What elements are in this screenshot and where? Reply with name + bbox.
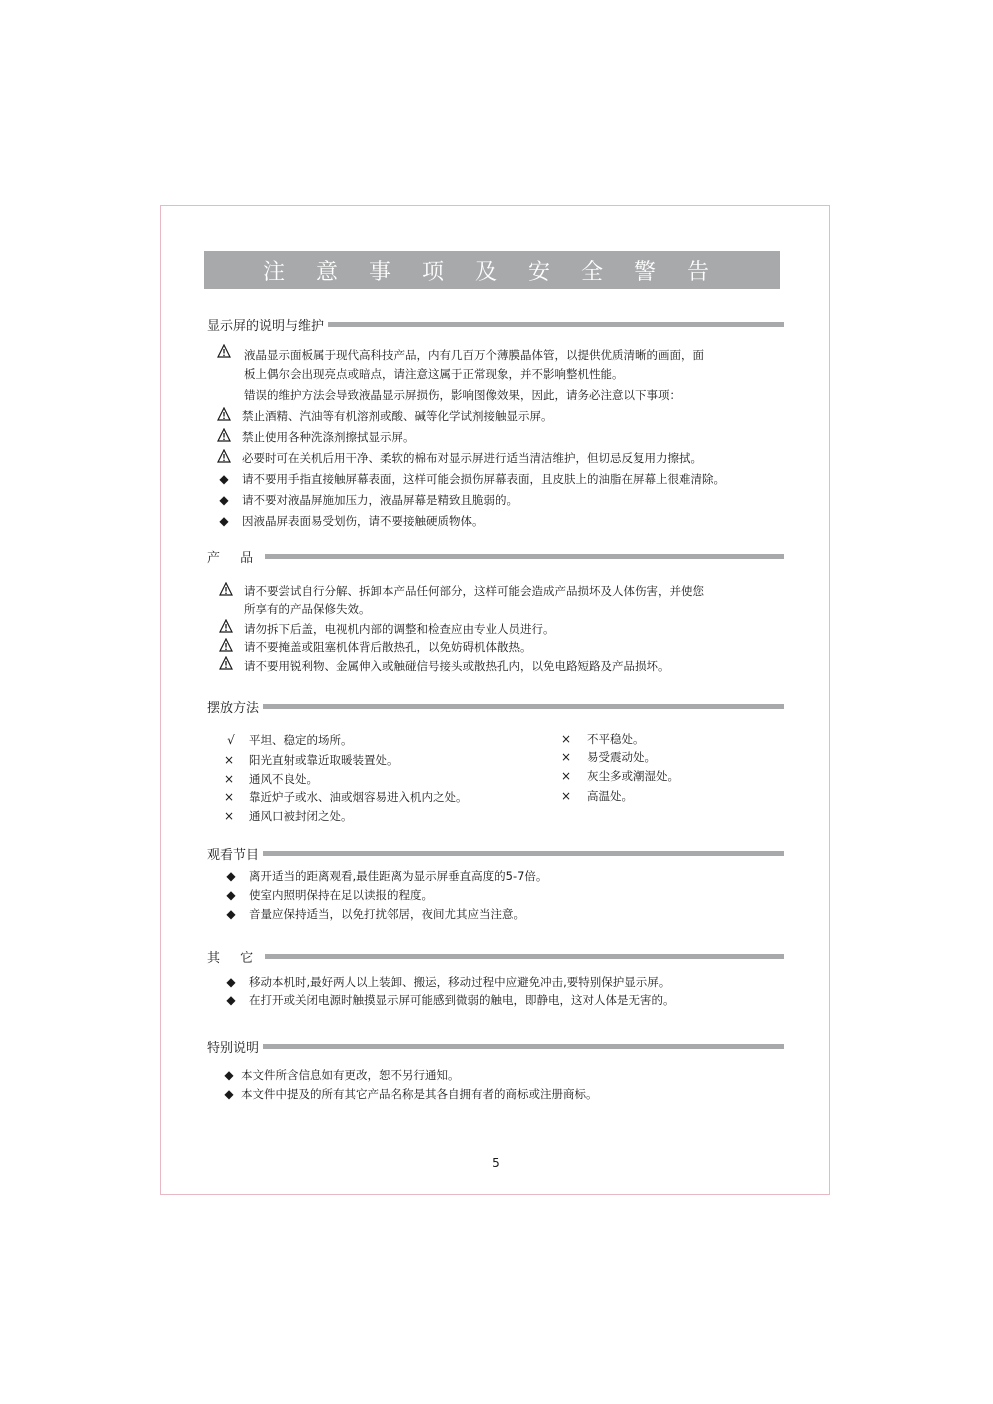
list-item: 易受震动处。	[587, 750, 656, 764]
list-item: 请不要对液晶屏施加压力，液晶屏幕是精致且脆弱的。	[242, 493, 518, 507]
list-item: 移动本机时,最好两人以上装卸、搬运，移动过程中应避免冲击,要特别保护显示屏。	[249, 975, 671, 989]
list-item: 本文件中提及的所有其它产品名称是其各自拥有者的商标或注册商标。	[241, 1087, 598, 1101]
list-item: 请不要尝试自行分解、拆卸本产品任何部分，这样可能会造成产品损坏及人体伤害，并使您	[244, 584, 704, 598]
cross-icon: ×	[560, 750, 572, 764]
warning-icon	[219, 582, 233, 602]
section-heading-label: 其 它	[207, 950, 262, 966]
section-heading-label: 显示屏的说明与维护	[207, 318, 325, 334]
section-rule	[265, 554, 784, 559]
bullet-diamond-icon: ◆	[226, 975, 236, 989]
cross-icon: ×	[223, 790, 235, 804]
bullet-diamond-icon: ◆	[226, 907, 236, 921]
section-rule	[263, 1044, 784, 1049]
warning-icon	[219, 638, 233, 658]
list-item: 请不要用手指直接触屏幕表面，这样可能会损伤屏幕表面，且皮肤上的油脂在屏幕上很难清除。	[242, 472, 725, 486]
page-title: 注 意 事 项 及 安 全 警 告	[204, 251, 780, 289]
list-item: 不平稳处。	[587, 732, 645, 746]
warning-icon	[217, 449, 231, 469]
section-rule	[263, 851, 784, 856]
list-item: 灰尘多或潮湿处。	[587, 769, 679, 783]
list-item: 错误的维护方法会导致液晶显示屏损伤，影响图像效果，因此，请务必注意以下事项：	[244, 388, 681, 402]
section-rule	[328, 322, 784, 327]
page-number: 5	[492, 1156, 500, 1170]
section-heading-special	[207, 1036, 784, 1056]
list-item: 请勿拆下后盖，电视机内部的调整和检查应由专业人员进行。	[244, 622, 555, 636]
bullet-diamond-icon: ◆	[224, 1087, 234, 1101]
warning-icon	[217, 344, 231, 364]
warning-icon	[219, 619, 233, 639]
section-heading-viewing	[207, 843, 784, 863]
cross-icon: ×	[560, 732, 572, 746]
bullet-diamond-icon: ◆	[226, 869, 236, 883]
list-item: 通风口被封闭之处。	[249, 809, 353, 823]
warning-icon	[219, 656, 233, 676]
cross-icon: ×	[560, 789, 572, 803]
list-item: 所享有的产品保修失效。	[244, 602, 371, 616]
list-item: 高温处。	[587, 789, 633, 803]
list-item: 离开适当的距离观看,最佳距离为显示屏垂直高度的5-7倍。	[249, 869, 548, 883]
list-item: 必要时可在关机后用干净、柔软的棉布对显示屏进行适当清洁维护，但切忌反复用力擦拭。	[242, 451, 702, 465]
list-item: 通风不良处。	[249, 772, 318, 786]
section-heading-other	[207, 946, 784, 966]
bullet-diamond-icon: ◆	[224, 1068, 234, 1082]
list-item: 平坦、稳定的场所。	[249, 733, 353, 747]
section-heading-label: 特别说明	[207, 1040, 260, 1056]
check-icon: √	[227, 733, 235, 747]
list-item: 阳光直射或靠近取暖装置处。	[249, 753, 399, 767]
bullet-diamond-icon: ◆	[226, 888, 236, 902]
warning-icon	[217, 428, 231, 448]
cross-icon: ×	[223, 753, 235, 767]
list-item: 靠近炉子或水、油或烟容易进入机内之处。	[249, 790, 468, 804]
bullet-diamond-icon: ◆	[219, 514, 229, 528]
warning-icon	[217, 407, 231, 427]
list-item: 本文件所含信息如有更改，恕不另行通知。	[241, 1068, 460, 1082]
list-item: 音量应保持适当，以免打扰邻居，夜间尤其应当注意。	[249, 907, 525, 921]
section-rule	[263, 704, 784, 709]
section-heading-display	[207, 314, 784, 334]
section-rule	[265, 954, 784, 959]
list-item: 请不要用锐利物、金属伸入或触碰信号接头或散热孔内，以免电路短路及产品损坏。	[244, 659, 670, 673]
list-item: 液晶显示面板属于现代高科技产品，内有几百万个薄膜晶体管，以提供优质清晰的画面，面	[244, 348, 704, 362]
list-item: 因液晶屏表面易受划伤，请不要接触硬质物体。	[242, 514, 484, 528]
list-item: 使室内照明保持在足以读报的程度。	[249, 888, 433, 902]
list-item: 板上偶尔会出现亮点或暗点，请注意这属于正常现象，并不影响整机性能。	[244, 367, 624, 381]
section-heading-label: 产 品	[207, 550, 262, 566]
section-heading-label: 观看节目	[207, 847, 260, 863]
section-heading-placement	[207, 696, 784, 716]
list-item: 禁止使用各种洗涤剂擦拭显示屏。	[242, 430, 415, 444]
bullet-diamond-icon: ◆	[219, 472, 229, 486]
list-item: 禁止酒精、汽油等有机溶剂或酸、碱等化学试剂接触显示屏。	[242, 409, 553, 423]
cross-icon: ×	[560, 769, 572, 783]
list-item: 在打开或关闭电源时触摸显示屏可能感到微弱的触电，即静电，这对人体是无害的。	[249, 993, 675, 1007]
list-item: 请不要掩盖或阻塞机体背后散热孔，以免妨碍机体散热。	[244, 640, 532, 654]
section-heading-product	[207, 546, 784, 566]
bullet-diamond-icon: ◆	[226, 993, 236, 1007]
section-heading-label: 摆放方法	[207, 700, 260, 716]
cross-icon: ×	[223, 772, 235, 786]
bullet-diamond-icon: ◆	[219, 493, 229, 507]
cross-icon: ×	[223, 809, 235, 823]
